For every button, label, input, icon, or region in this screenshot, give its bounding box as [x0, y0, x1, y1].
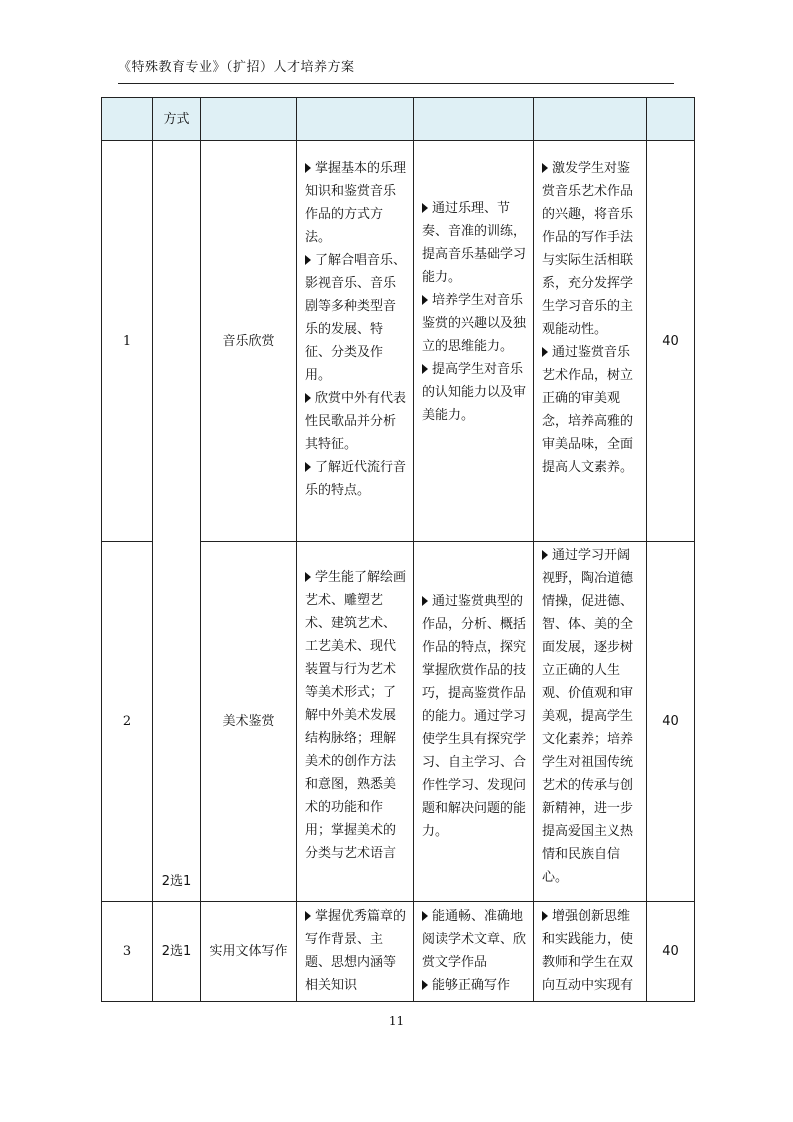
- course-name: 美术鉴赏: [201, 542, 297, 902]
- bullet-text: 能够正确写作: [432, 978, 511, 993]
- bullet-arrow-icon: [305, 572, 311, 582]
- bullet-text: 欣赏中外有代表性民歌品并分析其特征。: [305, 391, 407, 452]
- ability-goals: [414, 542, 534, 902]
- bullet-paragraph: [542, 341, 640, 479]
- bullet-arrow-icon: [422, 295, 428, 305]
- bullet-arrow-icon: [422, 596, 428, 606]
- bullet-arrow-icon: [305, 255, 311, 265]
- bullet-paragraph: [422, 358, 527, 427]
- bullet-paragraph: [422, 590, 527, 843]
- header-cell-num: [102, 98, 153, 141]
- bullet-text: 了解近代流行音乐的特点。: [305, 460, 407, 498]
- bullet-paragraph: [422, 289, 527, 358]
- ability-goals: [414, 141, 534, 542]
- bullet-paragraph: [422, 905, 527, 974]
- row-number: 3: [102, 902, 153, 1002]
- course-content: [297, 141, 414, 542]
- bullet-paragraph: [422, 197, 527, 289]
- course-content: [297, 542, 414, 902]
- bullet-text: 掌握基本的乐理知识和鉴赏音乐作品的方式方法。: [305, 161, 407, 245]
- bullet-arrow-icon: [542, 911, 548, 921]
- bullet-paragraph: [305, 456, 407, 502]
- bullet-text: 能通畅、准确地阅读学术文章、欣赏文学作品: [422, 909, 527, 970]
- course-content: [297, 902, 414, 1002]
- quality-goals: [534, 542, 647, 902]
- header-cell-hours: [647, 98, 695, 141]
- class-hours: 40: [647, 141, 695, 542]
- bullet-paragraph: [305, 157, 407, 249]
- bullet-text: 通过鉴赏典型的作品，分析、概括作品的特点，探究掌握欣赏作品的技巧，提高鉴赏作品的能力。通过学习使学生具有探究学习、自主学习、合作性学习、发现问题和解决问题的能力。: [422, 594, 527, 839]
- header-cell-ability: [414, 98, 534, 141]
- curriculum-table: [101, 97, 695, 1002]
- bullet-paragraph: [542, 905, 640, 997]
- bullet-text: 学生能了解绘画艺术、雕塑艺术、建筑艺术、工艺美术、现代装置与行为艺术等美术形式；了解中外美术发展结构脉络；理解美术的创作方法和意图，熟悉美术的功能和作用；掌握美术的分类与艺术语言: [305, 570, 407, 861]
- course-name: 实用文体写作: [201, 902, 297, 1002]
- selection-mode: 2选1: [153, 141, 201, 902]
- bullet-paragraph: [542, 544, 640, 889]
- bullet-paragraph: [305, 566, 407, 865]
- ability-goals: [414, 902, 534, 1002]
- bullet-arrow-icon: [305, 911, 311, 921]
- document-header: 《特殊教育专业》（扩招）人才培养方案: [118, 60, 355, 75]
- bullet-paragraph: [305, 249, 407, 387]
- bullet-text: 通过鉴赏音乐艺术作品，树立正确的审美观念，培养高雅的审美品味，全面提高人文素养。: [542, 345, 634, 475]
- bullet-text: 通过学习开阔视野，陶冶道德情操，促进德、智、体、美的全面发展，逐步树立正确的人生观、价值观和审美观，提高学生文化素养；培养学生对祖国传统艺术的传承与创新精神，进一步提高爱国主义热情和民族自信心。: [542, 548, 634, 885]
- bullet-arrow-icon: [542, 347, 548, 357]
- bullet-text: 增强创新思维和实践能力，使教师和学生在双向互动中实现有: [542, 909, 634, 993]
- bullet-text: 提高学生对音乐的认知能力以及审美能力。: [422, 362, 527, 423]
- header-cell-quality: [534, 98, 647, 141]
- bullet-text: 通过乐理、节奏、音准的训练，提高音乐基础学习能力。: [422, 201, 527, 285]
- bullet-paragraph: [542, 157, 640, 341]
- bullet-text: 激发学生对鉴赏音乐艺术作品的兴趣，将音乐作品的写作手法与实际生活相联系，充分发挥学生学习音乐的主观能动性。: [542, 161, 634, 337]
- bullet-arrow-icon: [422, 203, 428, 213]
- bullet-paragraph: [305, 387, 407, 456]
- header-cell-content: [297, 98, 414, 141]
- table-row: [102, 902, 695, 1002]
- bullet-arrow-icon: [542, 550, 548, 560]
- bullet-arrow-icon: [422, 364, 428, 374]
- page-number: 11: [388, 1014, 405, 1028]
- bullet-arrow-icon: [542, 163, 548, 173]
- table-header-row: [102, 98, 695, 141]
- quality-goals: [534, 902, 647, 1002]
- course-name: 音乐欣赏: [201, 141, 297, 542]
- bullet-arrow-icon: [305, 462, 311, 472]
- header-cell-mode: 方式: [153, 98, 201, 141]
- header-rule: [118, 83, 674, 84]
- bullet-paragraph: [305, 905, 407, 997]
- row-number: 1: [102, 141, 153, 542]
- class-hours: 40: [647, 902, 695, 1002]
- bullet-text: 培养学生对音乐鉴赏的兴趣以及独立的思维能力。: [422, 293, 527, 354]
- bullet-arrow-icon: [422, 911, 428, 921]
- bullet-arrow-icon: [305, 163, 311, 173]
- table-row: [102, 141, 695, 542]
- bullet-arrow-icon: [305, 393, 311, 403]
- selection-mode: 2选1: [153, 902, 201, 1002]
- bullet-text: 掌握优秀篇章的写作背景、主题、思想内涵等相关知识: [305, 909, 407, 993]
- quality-goals: [534, 141, 647, 542]
- class-hours: 40: [647, 542, 695, 902]
- bullet-arrow-icon: [422, 980, 428, 990]
- header-cell-course: [201, 98, 297, 141]
- bullet-paragraph: [422, 974, 527, 997]
- bullet-text: 了解合唱音乐、影视音乐、音乐剧等多种类型音乐的发展、特征、分类及作用。: [305, 253, 407, 383]
- row-number: 2: [102, 542, 153, 902]
